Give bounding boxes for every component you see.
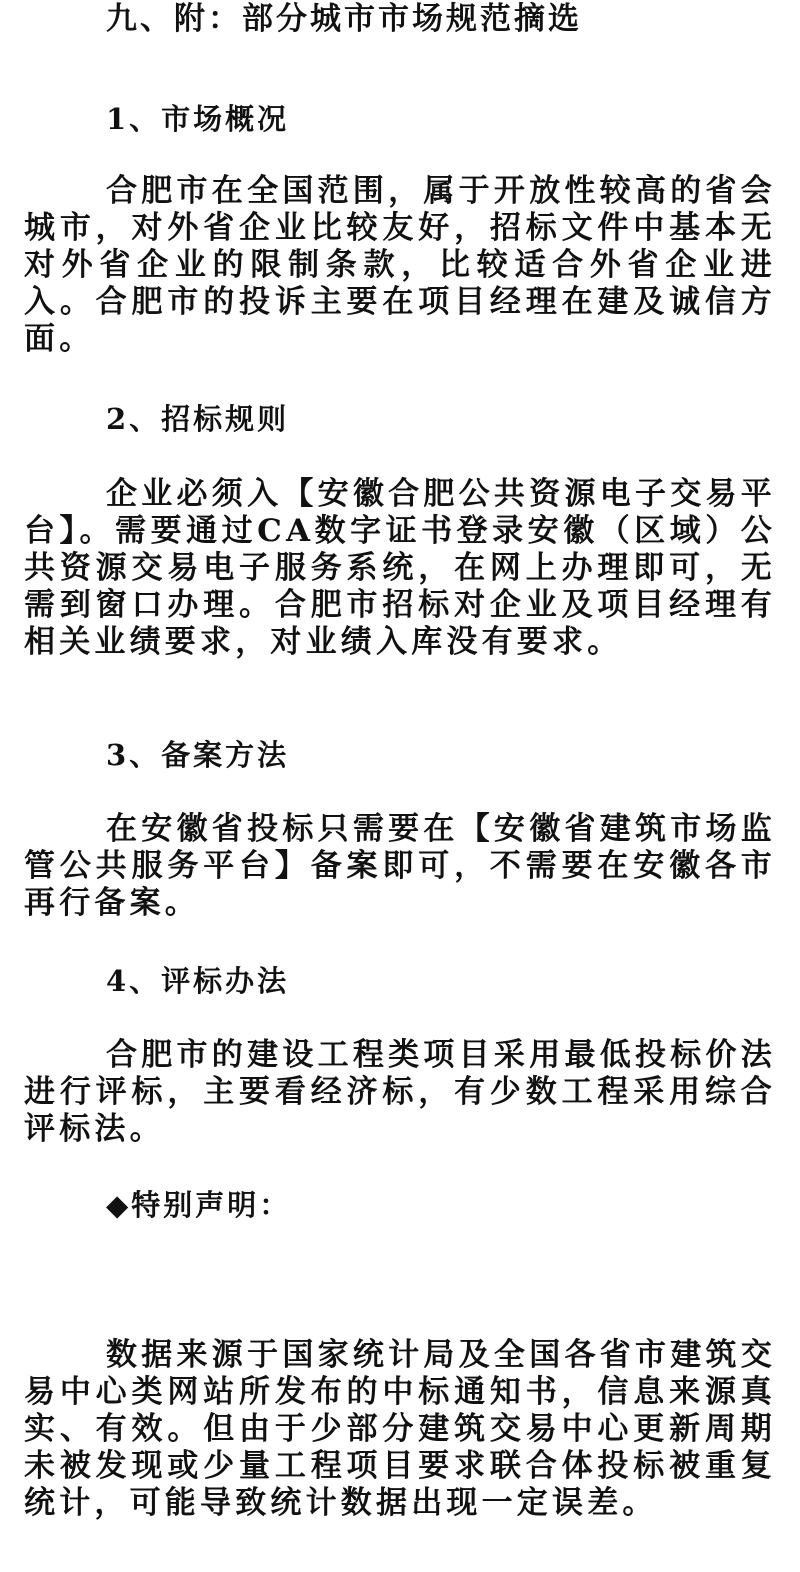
section-heading-bidding-rules: 2、招标规则 bbox=[106, 402, 290, 436]
section-body-bidding-rules: 企业必须入【安徽合肥公共资源电子交易平台】。需要通过CA数字证书登录安徽（区域）公共资源交易电子服务系统，在网上办理即可，无需到窗口办理。合肥市招标对企业及项目经理有相关业绩要求，对业绩入库没有要求。 bbox=[24, 476, 776, 660]
section-heading-filing-method: 3、备案方法 bbox=[106, 738, 290, 772]
section-body-evaluation-method: 合肥市的建设工程类项目采用最低投标价法进行评标，主要看经济标，有少数工程采用综合评标法。 bbox=[24, 1037, 776, 1147]
page-title: 九、附：部分城市市场规范摘选 bbox=[106, 1, 582, 37]
section-heading-market-overview: 1、市场概况 bbox=[106, 102, 290, 136]
section-body-filing-method: 在安徽省投标只需要在【安徽省建筑市场监管公共服务平台】备案即可，不需要在安徽各市再行备案。 bbox=[24, 811, 776, 921]
section-body-market-overview: 合肥市在全国范围，属于开放性较高的省会城市，对外省企业比较友好，招标文件中基本无对外省企业的限制条款，比较适合外省企业进入。合肥市的投诉主要在项目经理在建及诚信方面。 bbox=[24, 173, 776, 357]
special-notice-heading: ◆特别声明： bbox=[106, 1188, 292, 1222]
section-heading-evaluation-method: 4、评标办法 bbox=[106, 964, 290, 998]
special-notice-body: 数据来源于国家统计局及全国各省市建筑交易中心类网站所发布的中标通知书，信息来源真实、有效。但由于少部分建筑交易中心更新周期未被发现或少量工程项目要求联合体投标被重复统计，可能导致统计数据出现一定误差。 bbox=[24, 1337, 776, 1521]
